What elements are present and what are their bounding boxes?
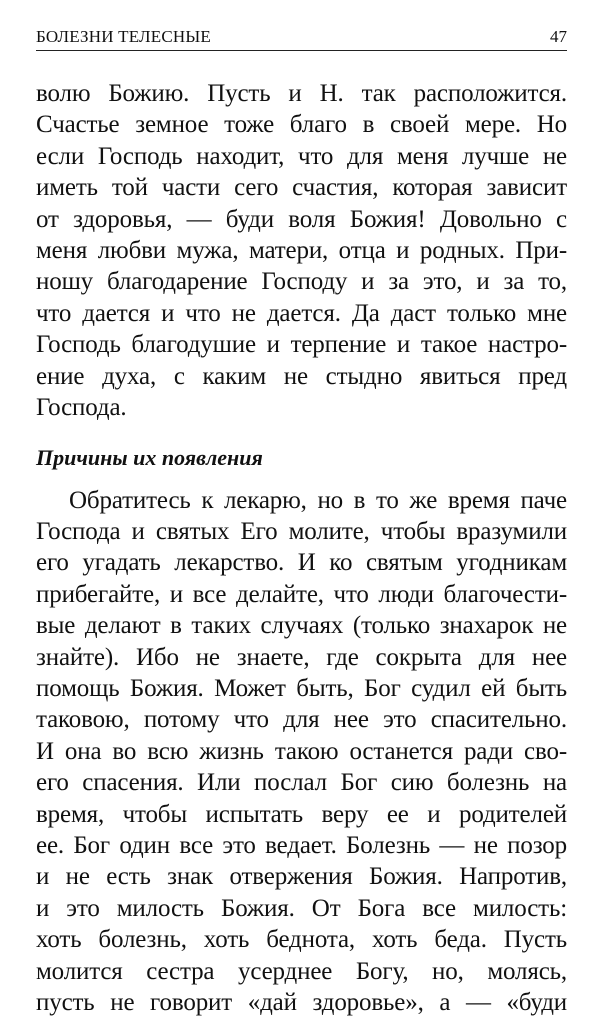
text-line: его угадать лекарство. И ко святым угодникам xyxy=(36,549,567,577)
text-line: ее. Бог один все это ведает. Болезнь — не позор xyxy=(36,832,567,859)
text-line: Обратитесь к лекарю, но в то же время паче xyxy=(69,486,567,514)
text-line: прибегайте, и все делайте, что люди благочести- xyxy=(36,580,567,608)
text-line: ношу благодарение Господу и за это, и за то, xyxy=(36,268,567,296)
text-line: таковою, потому что для нее это спасительно. xyxy=(36,706,567,734)
text-line: пусть не говорит «дай здоровье», а — «буди xyxy=(36,988,567,1016)
running-header xyxy=(36,26,567,51)
text-line: и не есть знак отвержения Божия. Напротив, xyxy=(36,863,567,891)
text-line: помощь Божия. Может быть, Бог судил ей быть xyxy=(36,675,567,703)
paragraph-continued xyxy=(36,78,567,423)
text-line: меня любви мужа, матери, отца и родных. При- xyxy=(36,236,567,264)
text-line: Господа. xyxy=(36,393,127,421)
text-line: волю Божию. Пусть и Н. так расположится. xyxy=(36,80,567,107)
section-heading: Причины их появления xyxy=(36,445,263,471)
text-line: вые делают в таких случаях (только знахарок не xyxy=(36,612,567,640)
page-number: 47 xyxy=(550,27,567,46)
running-title: БОЛЕЗНИ ТЕЛЕСНЫЕ xyxy=(36,27,212,46)
paragraph xyxy=(36,485,567,1018)
text-line: Счастье земное тоже благо в своей мере. Но xyxy=(36,111,567,139)
text-line: Господь благодушие и терпение и такое настро- xyxy=(36,331,567,359)
text-line: если Господь находит, что для меня лучше не xyxy=(36,142,567,170)
text-line: его спасения. Или послал Бог сию болезнь на xyxy=(36,769,567,797)
text-line: и это милость Божия. От Бога все милость: xyxy=(36,894,567,922)
text-line: знайте). Ибо не знаете, где сокрыта для нее xyxy=(36,643,567,671)
text-line: молится сестра усерднее Богу, но, молясь, xyxy=(36,957,567,985)
text-line: время, чтобы испытать веру ее и родителей xyxy=(36,800,567,828)
text-line: хоть болезнь, хоть беднота, хоть беда. Пусть xyxy=(36,926,567,954)
text-line: иметь той части сего счастия, которая зависит xyxy=(36,174,567,202)
text-line: ение духа, с каким не стыдно явиться пред xyxy=(36,362,567,390)
text-line: что дается и что не дается. Да даст только мне xyxy=(36,299,567,327)
text-line: Господа и святых Его молите, чтобы вразумили xyxy=(36,518,567,546)
text-line: от здоровья, — буди воля Божия! Довольно с xyxy=(36,205,567,233)
text-line: И она во всю жизнь такою останется ради сво- xyxy=(36,737,567,765)
page-body xyxy=(36,78,567,1018)
